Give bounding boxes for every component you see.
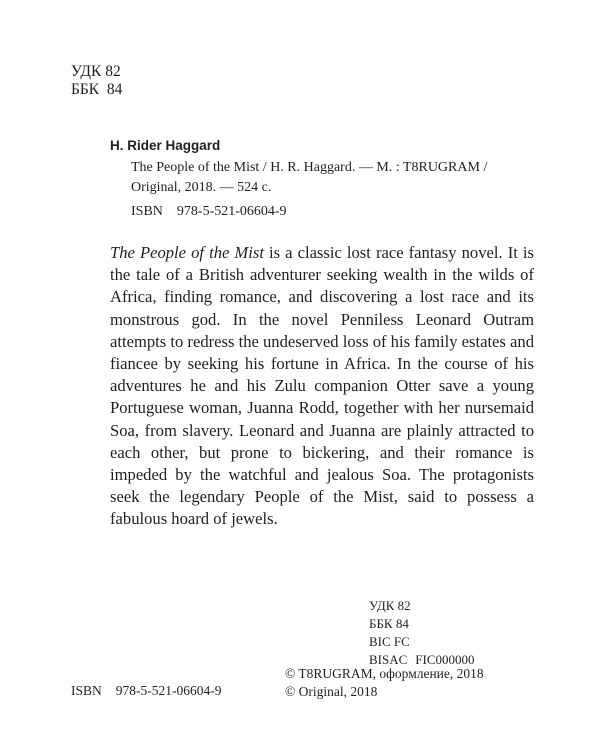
bisac-label: BISAC — [369, 652, 408, 667]
bottom-isbn-label: ISBN — [71, 683, 102, 698]
bottom-isbn — [71, 683, 222, 699]
book-title: The People of the Mist — [110, 243, 264, 262]
isbn-record — [131, 204, 287, 220]
udk-code: УДК 82 — [71, 63, 121, 80]
annotation — [110, 242, 534, 531]
isbn-label: ISBN — [131, 204, 163, 219]
classif-bic: BIC FC — [369, 634, 410, 649]
bibliographic-record — [131, 158, 531, 198]
bottom-isbn-number: 978-5-521-06604-9 — [115, 683, 222, 698]
bisac-code: FIC000000 — [415, 652, 475, 667]
top-classification-codes — [71, 63, 122, 99]
classif-udk: УДК 82 — [369, 598, 411, 613]
bibliographic-line-1: The People of the Mist / H. R. Haggard. — M. : T8RUGRAM / — [131, 160, 488, 175]
copyright-block — [285, 665, 484, 701]
bbk-code: ББК 84 — [71, 81, 123, 98]
author-name: H. Rider Haggard — [110, 138, 221, 153]
copyright-publisher: © T8RUGRAM, оформление, 2018 — [285, 666, 484, 681]
bibliographic-line-2: Original, 2018. — 524 c. — [131, 180, 272, 195]
isbn-number: 978-5-521-06604-9 — [176, 204, 287, 219]
copyright-original: © Original, 2018 — [285, 684, 378, 699]
classif-bbk: ББК 84 — [369, 616, 409, 631]
annotation-paragraph — [110, 242, 534, 531]
annotation-text: is a classic lost race fantasy novel. It is the tale of a British adventurer seeking wealth in the wilds of Africa, finding romance, and discovering a lost race and its monstrous god. In the novel Penniless Leonard Outram attempts to redress the undeserved loss of his family estates and fiancee by seeking his fortune in Africa. In the course of his adventures he and his Zulu companion Otter save a young Portuguese woman, Juanna Rodd, together with her nursemaid Soa, from slavery. Leonard and Juanna are plainly attracted to each other, but prone to bickering, and their romance is impeded by the watchful and jealous Soa. The protagonists seek the legendary People of the Mist, said to possess a fabulous hoard of jewels. — [110, 243, 534, 529]
classification-block — [369, 597, 475, 669]
